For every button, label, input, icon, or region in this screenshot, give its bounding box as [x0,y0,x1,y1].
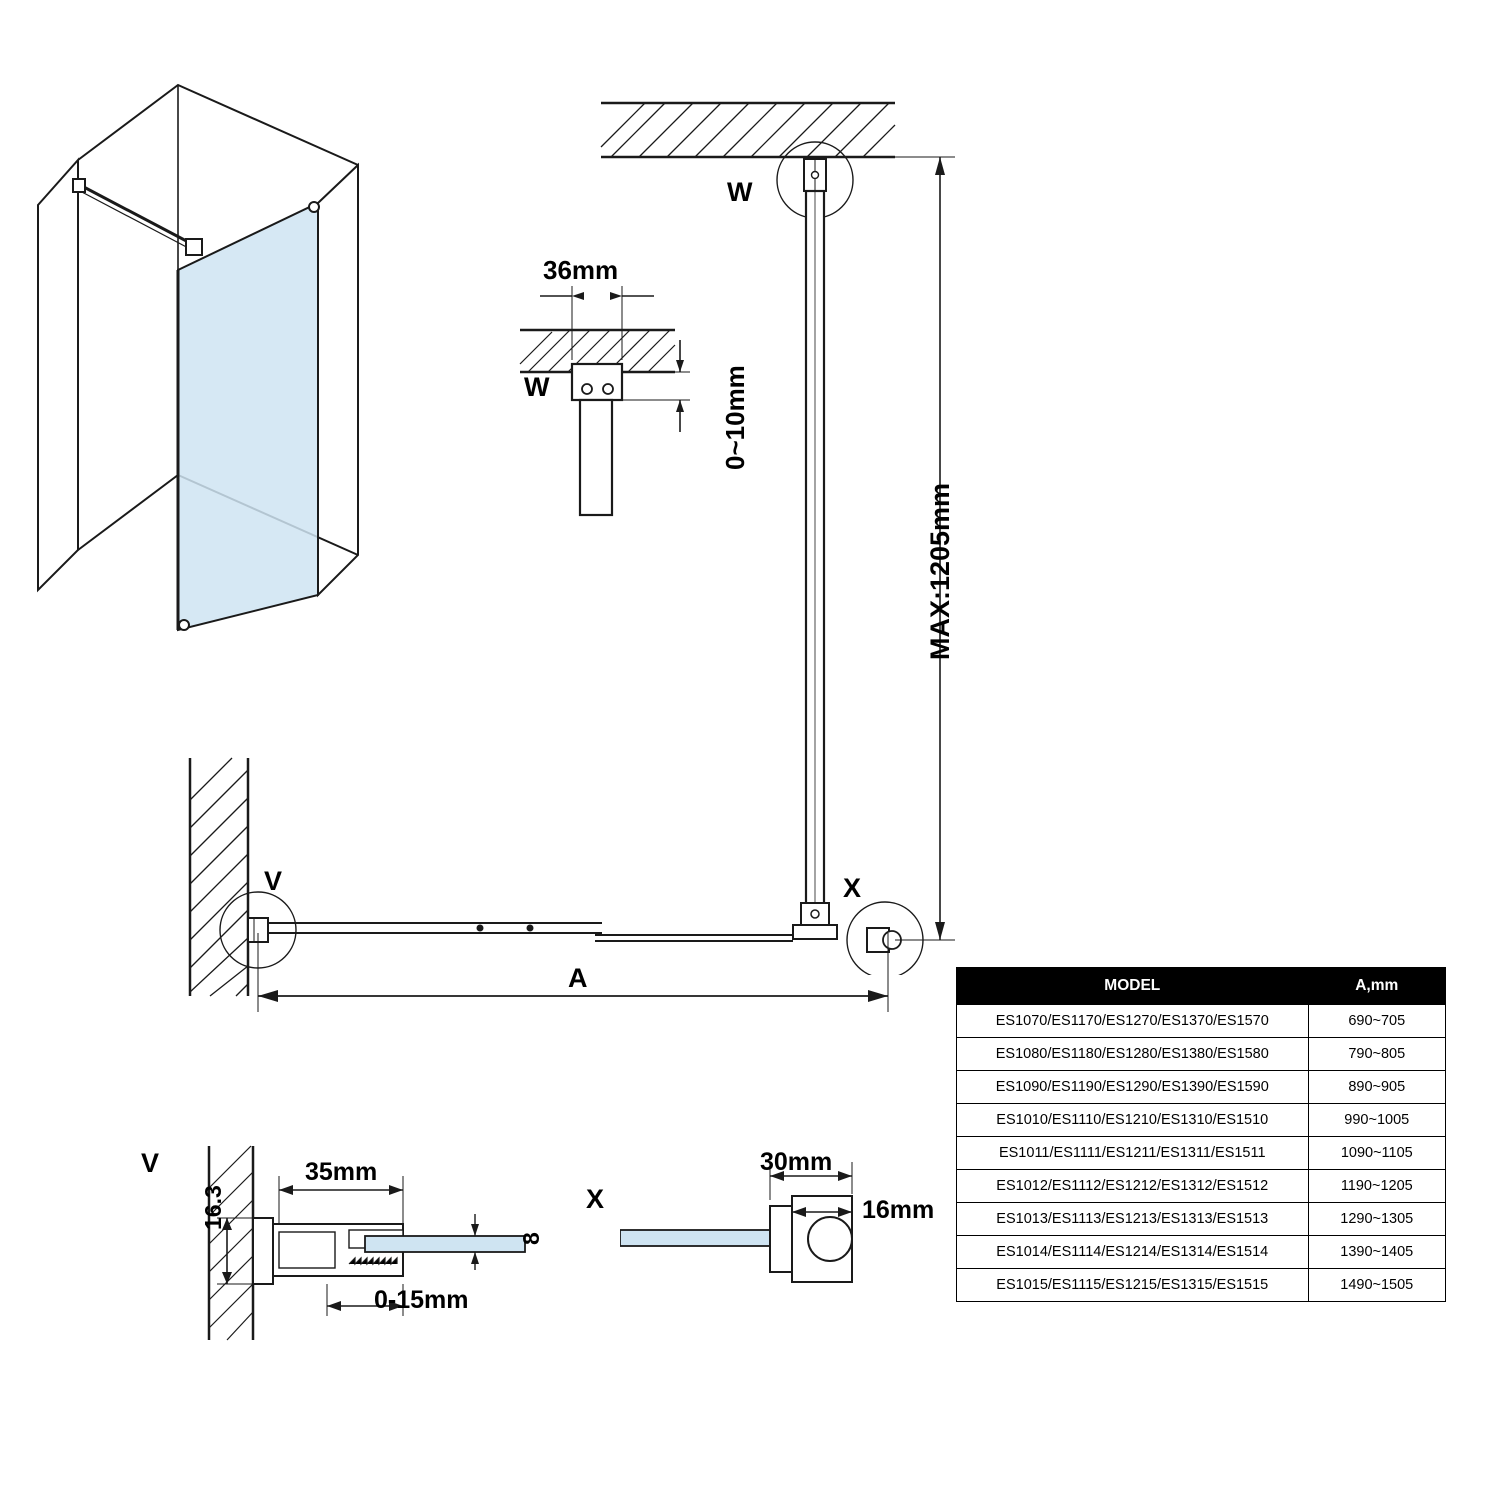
cell-a: 1190~1205 [1308,1170,1445,1203]
cell-model: ES1011/ES1111/ES1211/ES1311/ES1511 [957,1137,1309,1170]
dimension-v-profile-height: 16.3 [200,1185,226,1230]
cell-a: 1290~1305 [1308,1203,1445,1236]
cell-model: ES1014/ES1114/ES1214/ES1314/ES1514 [957,1236,1309,1269]
table-row [957,1038,1446,1071]
table-row [957,1170,1446,1203]
callout-v-plan-label: V [264,866,283,896]
cell-model: ES1013/ES1113/ES1213/ES1313/ES1513 [957,1203,1309,1236]
callout-x-detail-label: X [586,1184,605,1214]
dimension-max-height: MAX:1205mm [925,482,955,660]
cell-model: ES1012/ES1112/ES1212/ES1312/ES1512 [957,1170,1309,1203]
table-header-model: MODEL [957,968,1309,1005]
cell-a: 1490~1505 [1308,1269,1445,1302]
dimension-x-inner-width: 16mm [862,1196,935,1224]
cell-model: ES1080/ES1180/ES1280/ES1380/ES1580 [957,1038,1309,1071]
detail-v-wall-profile [175,1140,595,1350]
detail-x-bar-connector [620,1150,950,1330]
callout-w-top-label: W [727,177,753,207]
isometric-shower-view [18,55,398,655]
cell-a: 790~805 [1308,1038,1445,1071]
table-row [957,1104,1446,1137]
cell-a: 690~705 [1308,1005,1445,1038]
dimension-wall-bracket-gap: 0~10mm [720,365,750,470]
dimension-v-adjust-range: 0-15mm [374,1286,469,1314]
callout-w-detail-label: W [524,372,550,402]
dimension-a-label: A [568,963,588,993]
table-row [957,1005,1446,1038]
cell-model: ES1010/ES1110/ES1210/ES1310/ES1510 [957,1104,1309,1137]
callout-x-plan-label: X [843,873,862,903]
table-header-a: A,mm [1308,968,1445,1005]
cell-a: 890~905 [1308,1071,1445,1104]
cell-model: ES1090/ES1190/ES1290/ES1390/ES1590 [957,1071,1309,1104]
dimension-x-profile-width: 30mm [760,1148,833,1176]
table-row [957,1236,1446,1269]
cell-a: 1090~1105 [1308,1137,1445,1170]
table-row [957,1269,1446,1302]
dimension-v-profile-width: 35mm [305,1158,378,1186]
callout-v-detail-label: V [141,1148,160,1178]
table-row [957,1203,1446,1236]
cell-model: ES1015/ES1115/ES1215/ES1315/ES1515 [957,1269,1309,1302]
model-dimension-table [956,967,1446,1302]
plan-view [170,740,930,1030]
cell-a: 990~1005 [1308,1104,1445,1137]
dimension-glass-thickness: 8 [518,1232,544,1245]
dimension-wall-bracket-width: 36mm [543,255,619,285]
table-row [957,1071,1446,1104]
cell-model: ES1070/ES1170/ES1270/ES1370/ES1570 [957,1005,1309,1038]
cell-a: 1390~1405 [1308,1236,1445,1269]
table-header-row [957,968,1446,1005]
table-row [957,1137,1446,1170]
